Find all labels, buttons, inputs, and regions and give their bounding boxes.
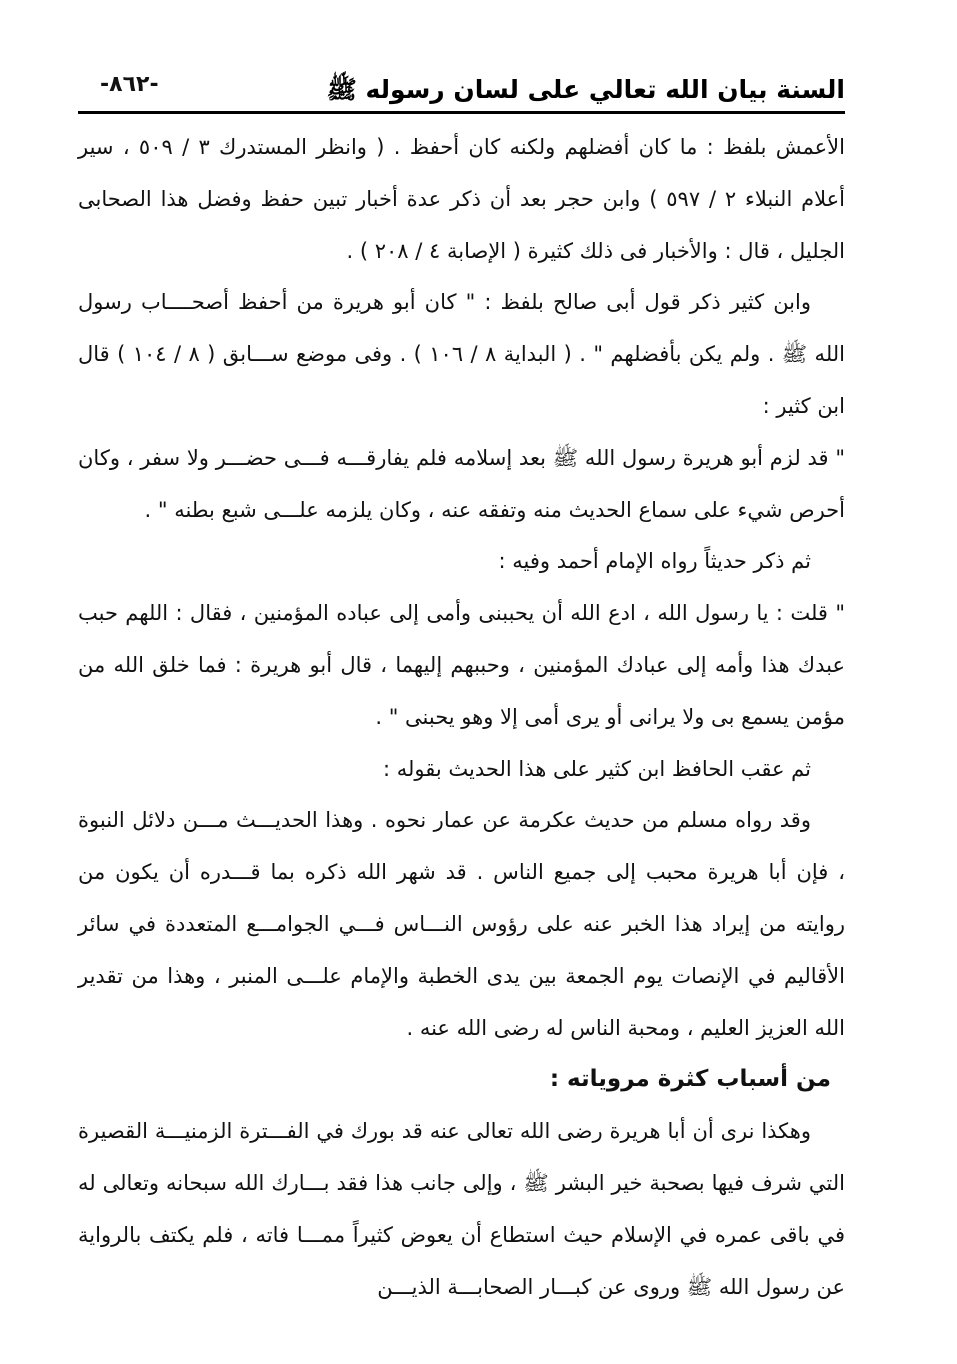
paragraph-ibn-kathir-quote: وابن كثير ذكر قول أبى صالح بلفظ : " كان أبو هريرة من أحفظ أصحــــاب رسول الله ﷺ . ولم يكن بأفضلهم " . ( البداية ٨ / ١٠٦ ) . وفى موضع ســـابق ( ٨ / ١٠٤ ) قال ابن كثير : bbox=[78, 290, 845, 418]
paragraph-continuation: الأعمش بلفظ : ما كان أفضلهم ولكنه كان أحفظ . ( وانظر المستدرك ٣ / ٥٠٩ ، سير أعلام النبلاء ٢ / ٥٩٧ ) وابن حجر بعد أن ذكر عدة أخبار تبين حفظ وفضل هذا الصحابى الجليل ، قال : والأخبار فى ذلك كثيرة ( الإصابة ٤ / ٢٠٨ ) . bbox=[78, 135, 845, 263]
section-heading: من أسباب كثرة مروياته : bbox=[549, 1066, 831, 1093]
paragraph-section-body: وهكذا نرى أن أبا هريرة رضى الله تعالى عنه قد بورك في الفـــترة الزمنيـــة القصيرة التي شرف فيها بصحبة خير البشر ﷺ ، وإلى جانب هذا فقد بـــارك الله سبحانه وتعالى له في باقى عمره في الإسلام حيث استطاع أن يعوض كثيراً ممـــا فاته ، فلم يكتف بالرواية عن رسول الله ﷺ وروى عن كبـــار الصحابـــة الذيـــن bbox=[78, 1119, 845, 1299]
paragraph-commentary-intro: ثم عقب الحافظ ابن كثير على هذا الحديث بقوله : bbox=[383, 756, 811, 781]
paragraph-quotation: " قد لزم أبو هريرة رسول الله ﷺ بعد إسلامه فلم يفارقـــه فـــى حضـــر ولا سفر ، وكان أحرص شيء على سماع الحديث منه وتفقه عنه ، وكان يلزمه علـــى شبع بطنه " . bbox=[78, 445, 845, 522]
paragraph-hadith: " قلت : يا رسول الله ، ادع الله أن يحببنى وأمى إلى عباده المؤمنين ، فقال : اللهم حبب عبدك هذا وأمه إلى عبادك المؤمنين ، وحببهم إليهما ، قال أبو هريرة : فما خلق الله من مؤمن يسمع بى ولا يرانى أو يرى أمى إلا وهو يحبنى " . bbox=[78, 601, 845, 729]
page-header bbox=[78, 64, 845, 114]
page-number: -٨٦٢- bbox=[100, 72, 159, 97]
header-rule bbox=[78, 111, 845, 114]
body-text bbox=[78, 122, 845, 1313]
paragraph-commentary: وقد رواه مسلم من حديث عكرمة عن عمار نحوه . وهذا الحديـــث مـــن دلائل النبوة ، فإن أبا هريرة محبب إلى جميع الناس . قد شهر الله ذكره بما قـــدره أن يكون من روايته من إيراد هذا الخبر عنه على رؤوس النـــاس فـــي الجوامـــع المتعددة في سائر الأقاليم في الإنصات يوم الجمعة بين يدى الخطبة والإمام علـــى المنبر ، وهذا من تقدير الله العزيز العليم ، ومحبة الناس له رضى الله عنه . bbox=[78, 808, 845, 1040]
running-title: السنة بيان الله تعالي على لسان رسوله ﷺ bbox=[326, 75, 845, 104]
paragraph-hadith-intro: ثم ذكر حديثاً رواه الإمام أحمد وفيه : bbox=[498, 549, 811, 574]
